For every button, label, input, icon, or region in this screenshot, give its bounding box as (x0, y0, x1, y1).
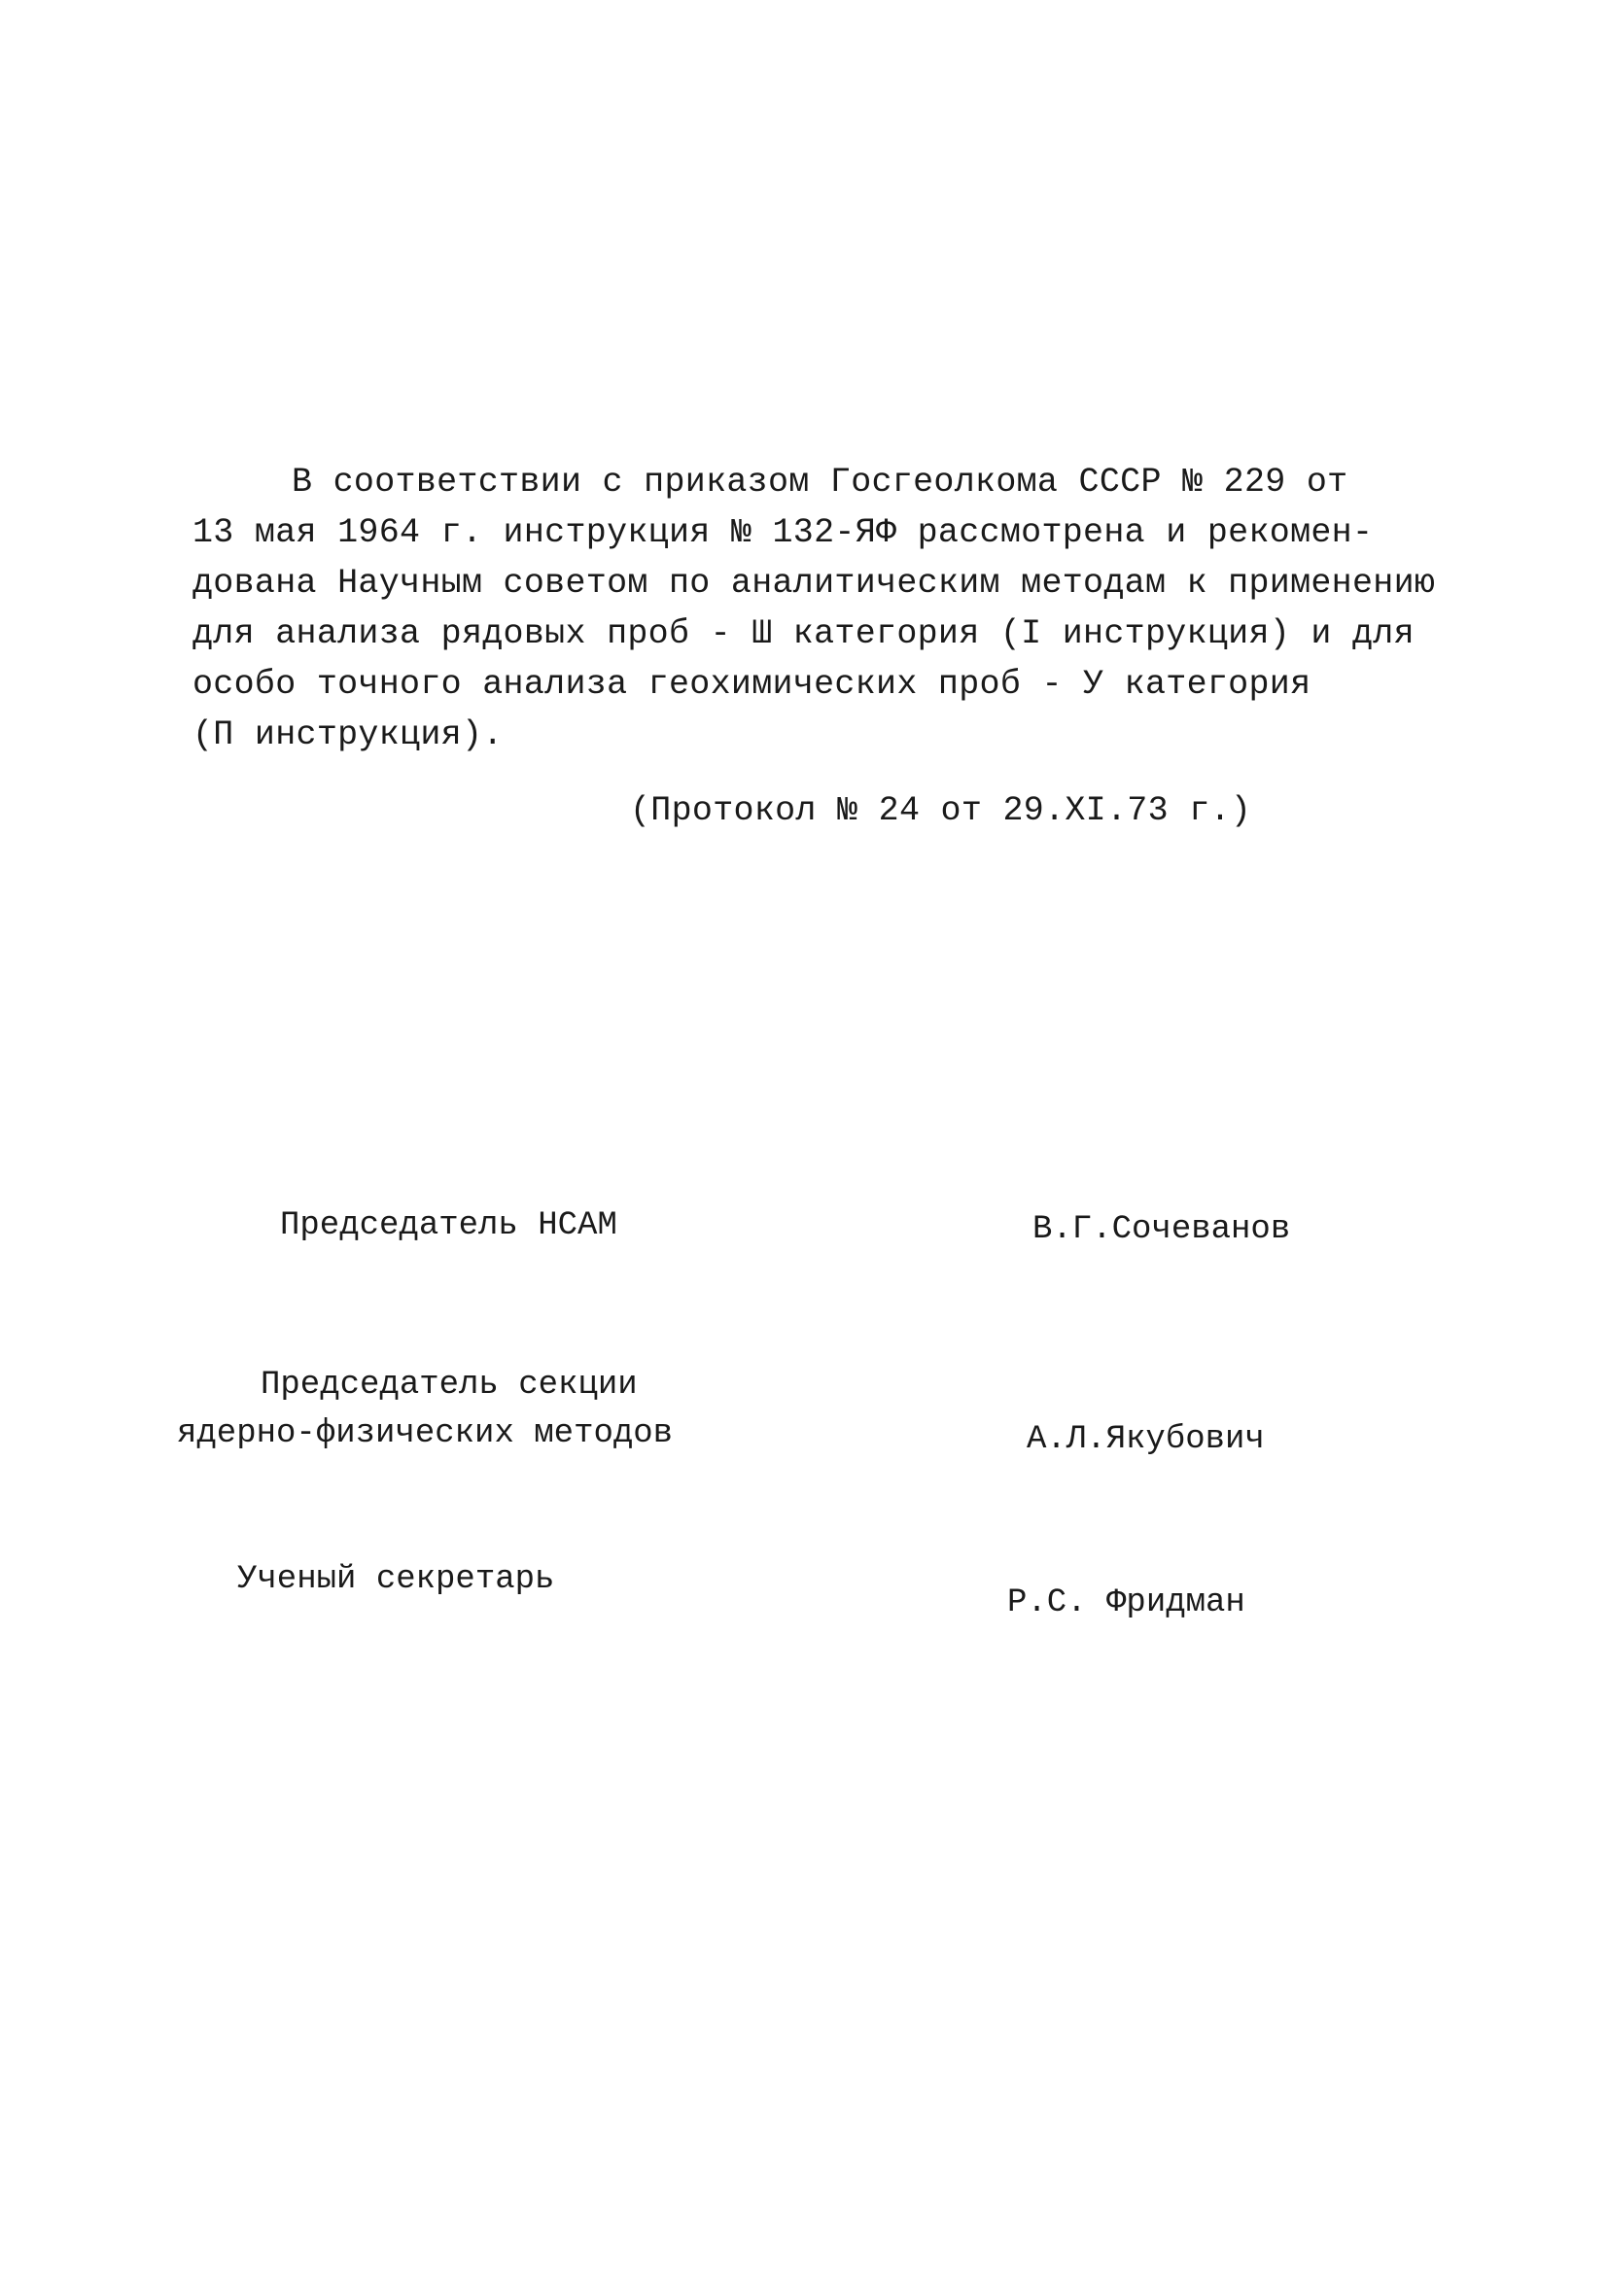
signatory-name: В.Г.Сочеванов (1032, 1211, 1291, 1248)
paragraph-line: 13 мая 1964 г. инструкция № 132-ЯФ рассмотрена и рекомен- (192, 513, 1374, 552)
paragraph-line: В соответствии с приказом Госгеолкома СССР № 229 от (292, 463, 1348, 502)
paragraph-line: особо точного анализа геохимических проб - У категория (192, 665, 1311, 704)
protocol-reference: (Протокол № 24 от 29.XI.73 г.) (630, 791, 1252, 830)
paragraph-line: (П инструкция). (192, 715, 504, 754)
signatory-name: А.Л.Якубович (1027, 1421, 1265, 1458)
paragraph-line: для анализа рядовых проб - Ш категория (I инструкция) и для (192, 614, 1415, 653)
resolution-paragraph (0, 0, 1608, 778)
signatory-name: Р.С. Фридман (1007, 1584, 1245, 1621)
signatory-title: Ученый секретарь (237, 1561, 555, 1598)
paragraph-line: дована Научным советом по аналитическим методам к применению (192, 564, 1436, 603)
signatory-title: Председатель секции (261, 1367, 638, 1404)
signatory-title: Председатель НСАМ (280, 1207, 617, 1244)
signatory-title: ядерно-физических методов (177, 1415, 674, 1452)
